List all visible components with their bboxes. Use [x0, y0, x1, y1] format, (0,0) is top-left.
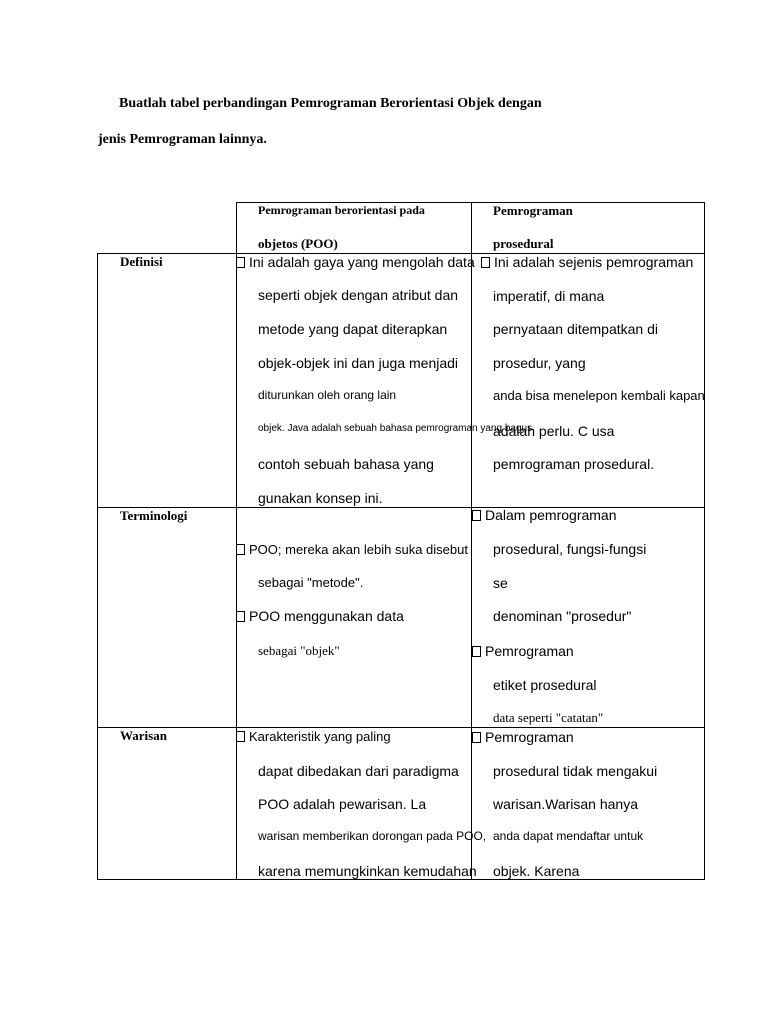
header-poo-line-2: objetos (POO)	[258, 236, 338, 251]
definisi-poo-line-2: seperti objek dengan atribut dan	[258, 287, 459, 303]
terminologi-prosedural-line-3: se	[493, 575, 508, 591]
terminologi-prosedural-line-2: prosedural, fungsi-fungsi	[493, 541, 647, 557]
definisi-prosedural-line-2: imperatif, di mana	[493, 288, 605, 304]
warisan-prosedural-line-5: objek. Karena	[493, 863, 580, 879]
warisan-prosedural-line-1: Pemrograman	[472, 729, 574, 745]
definisi-prosedural-line-6: adalah perlu. C usa	[493, 423, 615, 439]
intro-line-2: jenis Pemrograman lainnya.	[98, 132, 267, 147]
warisan-poo-line-1: Karakteristik yang paling	[236, 729, 391, 744]
table-col-divider-1	[236, 202, 237, 880]
header-prosedural-line-1: Pemrograman	[493, 203, 573, 218]
definisi-poo-line-7: contoh sebuah bahasa yang	[258, 456, 434, 472]
table-row-divider-2	[97, 727, 705, 728]
definisi-prosedural-line-7: pemrograman prosedural.	[493, 456, 655, 472]
table-right-border	[704, 202, 705, 880]
warisan-poo-line-2: dapat dibedakan dari paradigma	[258, 763, 459, 779]
definisi-prosedural-line-4: prosedur, yang	[493, 355, 586, 371]
warisan-prosedural-line-4: anda dapat mendaftar untuk	[493, 829, 644, 843]
warisan-prosedural-line-3: warisan.Warisan hanya	[493, 796, 638, 812]
terminologi-prosedural-line-4: denominan "prosedur"	[493, 608, 632, 624]
row-label-warisan: Warisan	[120, 728, 167, 743]
definisi-poo-line-6: objek. Java adalah sebuah bahasa pemrograman yang bagus	[258, 423, 533, 434]
definisi-poo-line-4: objek-objek ini dan juga menjadi	[258, 355, 459, 371]
warisan-poo-line-4: warisan memberikan dorongan pada POO,	[258, 829, 487, 843]
bullet-icon	[236, 731, 245, 742]
bullet-icon	[472, 510, 481, 521]
header-poo-line-1: Pemrograman berorientasi pada	[258, 203, 425, 217]
terminologi-poo-line-4: sebagai "objek"	[258, 643, 340, 658]
definisi-prosedural-line-3: pernyataan ditempatkan di	[493, 321, 658, 337]
bullet-icon	[472, 646, 481, 657]
table-bottom-border	[97, 879, 705, 880]
intro-line-1: Buatlah tabel perbandingan Pemrograman Berorientasi Objek dengan	[119, 96, 542, 111]
definisi-poo-line-5: diturunkan oleh orang lain	[258, 388, 397, 402]
definisi-prosedural-line-1: Ini adalah sejenis pemrograman	[481, 254, 693, 270]
warisan-poo-line-5: karena memungkinkan kemudahan	[258, 863, 477, 879]
terminologi-prosedural-line-5: Pemrograman	[472, 643, 574, 659]
terminologi-prosedural-line-7: data seperti "catatan"	[493, 710, 604, 725]
bullet-icon	[236, 544, 245, 555]
terminologi-poo-line-2: sebagai "metode".	[258, 575, 364, 590]
bullet-icon	[472, 732, 481, 743]
definisi-prosedural-line-5: anda bisa menelepon kembali kapan	[493, 388, 705, 403]
definisi-poo-line-3: metode yang dapat diterapkan	[258, 321, 448, 337]
warisan-poo-line-3: POO adalah pewarisan. La	[258, 796, 427, 812]
header-prosedural-line-2: prosedural	[493, 236, 554, 251]
definisi-poo-line-1: Ini adalah gaya yang mengolah data	[236, 254, 475, 270]
terminologi-prosedural-line-1: Dalam pemrograman	[472, 507, 617, 523]
definisi-poo-line-8: gunakan konsep ini.	[258, 490, 383, 506]
row-label-terminologi: Terminologi	[120, 508, 188, 523]
bullet-icon	[236, 611, 245, 622]
bullet-icon	[481, 257, 490, 268]
table-left-border	[97, 253, 98, 880]
table-col-divider-2	[471, 202, 472, 880]
terminologi-poo-line-1: POO; mereka akan lebih suka disebut	[236, 542, 468, 557]
row-label-definisi: Definisi	[120, 254, 163, 269]
warisan-prosedural-line-2: prosedural tidak mengakui	[493, 763, 658, 779]
terminologi-prosedural-line-6: etiket prosedural	[493, 677, 597, 693]
bullet-icon	[236, 257, 245, 268]
terminologi-poo-line-3: POO menggunakan data	[236, 608, 404, 624]
